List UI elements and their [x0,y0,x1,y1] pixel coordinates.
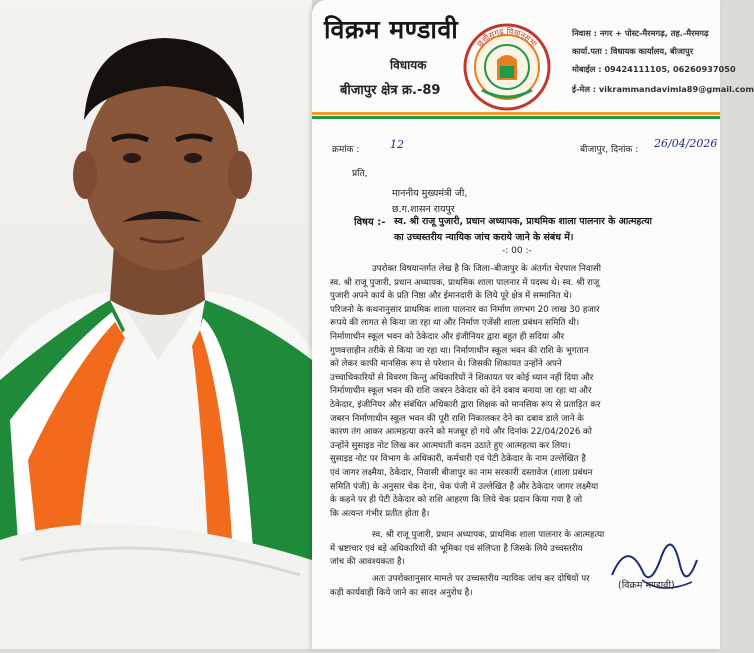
paragraph-line: जांच की आवश्यकता है। [330,557,405,568]
date-label: बीजापुर, दिनांक : [580,145,639,155]
separator: -: 00 :- [502,246,532,256]
header-rule-green [312,116,720,119]
paragraph-line: एवं जागर लक्ष्मैया, ठेकेदार, निवासी बीजापुर का नाम सरकारी दस्तावेज (शाला प्रबंधन [330,468,593,478]
paragraph-line: निर्माणाधीन स्कूल भवन को ठेकेदार और इंजीनियर द्वारा बहुत ही सदिया और [330,332,565,342]
paragraph-line: के कहने पर ही पेटी ठेकेदार को राशि आहरण कि लिये चेक प्रदान किया गया है जो [330,495,583,506]
subject-line-1: स्व. श्री राजू पुजारी, प्रधान अध्यापक, प्राथमिक शाला पालनार के आत्महत्या [394,216,652,227]
paragraph-line: कारण तंग आकर आत्महत्या करने को मजबूर हो गये और दिनांक 22/04/2026 को [330,427,592,438]
paragraph-line: कि अत्यन्त गंभीर प्रतीत होता है। [330,508,430,519]
header-rule-saffron [312,112,720,115]
email-address: ई-मेल : vikrammandavimla89@gmail.com [572,84,754,94]
svg-text:छत्तीसगढ़ विधानसभा: छत्तीसगढ़ विधानसभा [475,26,539,49]
paragraph-line: स्व. श्री राजू पुजारी, प्रधान अध्यापक, प्राथमिक शाला पालनार के आत्महत्या [372,530,605,540]
paragraph-line: गुणवत्ताहीन तरीके से किया जा रहा था। निर्माणाधीन स्कूल भवन की राशि के भुगतान [330,345,589,356]
letter-document [312,0,754,649]
paragraph-line: को लेकर काफी मानसिक रूप से परेशान थे। जिसकी शिकायत उन्होंने अपने [330,359,562,370]
kramank-label: क्रमांक : [332,145,360,155]
paragraph-line: सुसाइड नोट पर विभाग के अधिकारी, कर्मचारी एवं पेटी ठेकेदार के नाम उल्लेखित है [330,454,586,465]
paragraph-line: निर्माणाधीन स्कूल भवन की राशि जबरन ठेकेदार को देने दबाव बनाया जा रहा था और [330,386,592,397]
paragraph-line: ठेकेदार, इंजीनियर और संबंधित अधिकारी द्वारा शिक्षक को मानसिक रूप से प्रताड़ित कर [330,400,601,410]
paragraph-line: अतः उपरोक्तानुसार मामले पर उच्चस्तरीय न्यायिक जांच कर दोषियों पर [372,574,590,584]
paragraph-line: स्व. श्री राजू पुजारी, प्रधान अध्यापक, प्राथमिक शाला पालनार में पदस्थ थे। स्व. श्री राजू [330,277,600,288]
signature-name: (विक्रम मण्डावी) [618,580,675,591]
paragraph-line: उन्होंने सुसाइड नोट लिख कर आत्मघाती कदम उठाते हुए आत्महत्या कर लिया। [330,440,571,451]
paragraph-line: परिजनो के कथनानुसार प्राथमिक शाला पालनार का निर्माण लगभग 20 लाख 30 हजार [330,304,600,315]
paragraph-line: में भ्रष्टाचार एवं बड़े अधिकारियों की भूमिका एवं संलिप्ता है जिसके लिये उच्चस्तरीय [330,543,583,554]
mobile-number: मोबाईल : 09424111105, 06260937050 [572,64,736,74]
paragraph-line: समिति पंजी) के अनुसार चेक देना, चेक पंजी में उल्लेखित है और ठेकेदार जागर लक्ष्मैया [330,481,599,492]
politician-photo [0,0,312,649]
subject-line-2: का उच्चस्तरीय न्यायिक जांच कराये जाने के संबंध में। [394,232,574,243]
portrait-illustration [0,0,312,649]
office-address: कार्या.पता : विधायक कार्यालय, बीजापुर [572,46,694,56]
signature-icon [602,520,712,610]
constituency: बीजापुर क्षेत्र क्र.-89 [340,83,441,98]
designation: विधायक [390,58,427,72]
mla-name: विक्रम मण्डावी [324,15,459,44]
paragraph-line: जबरन निर्माणाधीन स्कूल भवन की पूरी राशि निकालकर देने का दबाव डाले जाने के [330,413,584,424]
date-value: 26/04/2026 [654,137,718,150]
kramank-value: 12 [390,138,404,151]
prati: प्रति, [352,169,368,179]
paragraph-line: रूपये की लागत से किया जा रहा था और निर्माण एजेंसी शाला प्रबंधन समिति थी। [330,318,580,329]
recipient-line-1: माननीय मुख्यमंत्री जी, [392,188,468,199]
paragraph-line: पुजारी अपने कार्य के प्रति निष्ठा और ईमानदारी के लिये पूरे क्षेत्र में सम्मानित थे। [330,291,573,302]
recipient-line-2: छ.ग.शासन रायपुर [392,204,455,215]
subject-label: विषय :- [354,217,386,228]
residence-address: निवास : नगर + पोस्ट-मैरमगढ़, तह.-मैरमगढ़ [572,28,709,38]
paragraph-line: कड़ी कार्यवाही किये जाने का सादर अनुरोध है। [330,587,473,598]
paragraph-line: उच्चाधिकारियों से विवरण किन्तु अधिकारियों ने शिकायत पर कोई ध्यान नहीं दिया और [330,372,594,383]
logo-caption [462,22,552,112]
paragraph-line: उपरोक्त विषयान्तर्गत लेख है कि जिला–बीजापुर के अंतर्गत चेरपाल निवासी [372,264,601,274]
